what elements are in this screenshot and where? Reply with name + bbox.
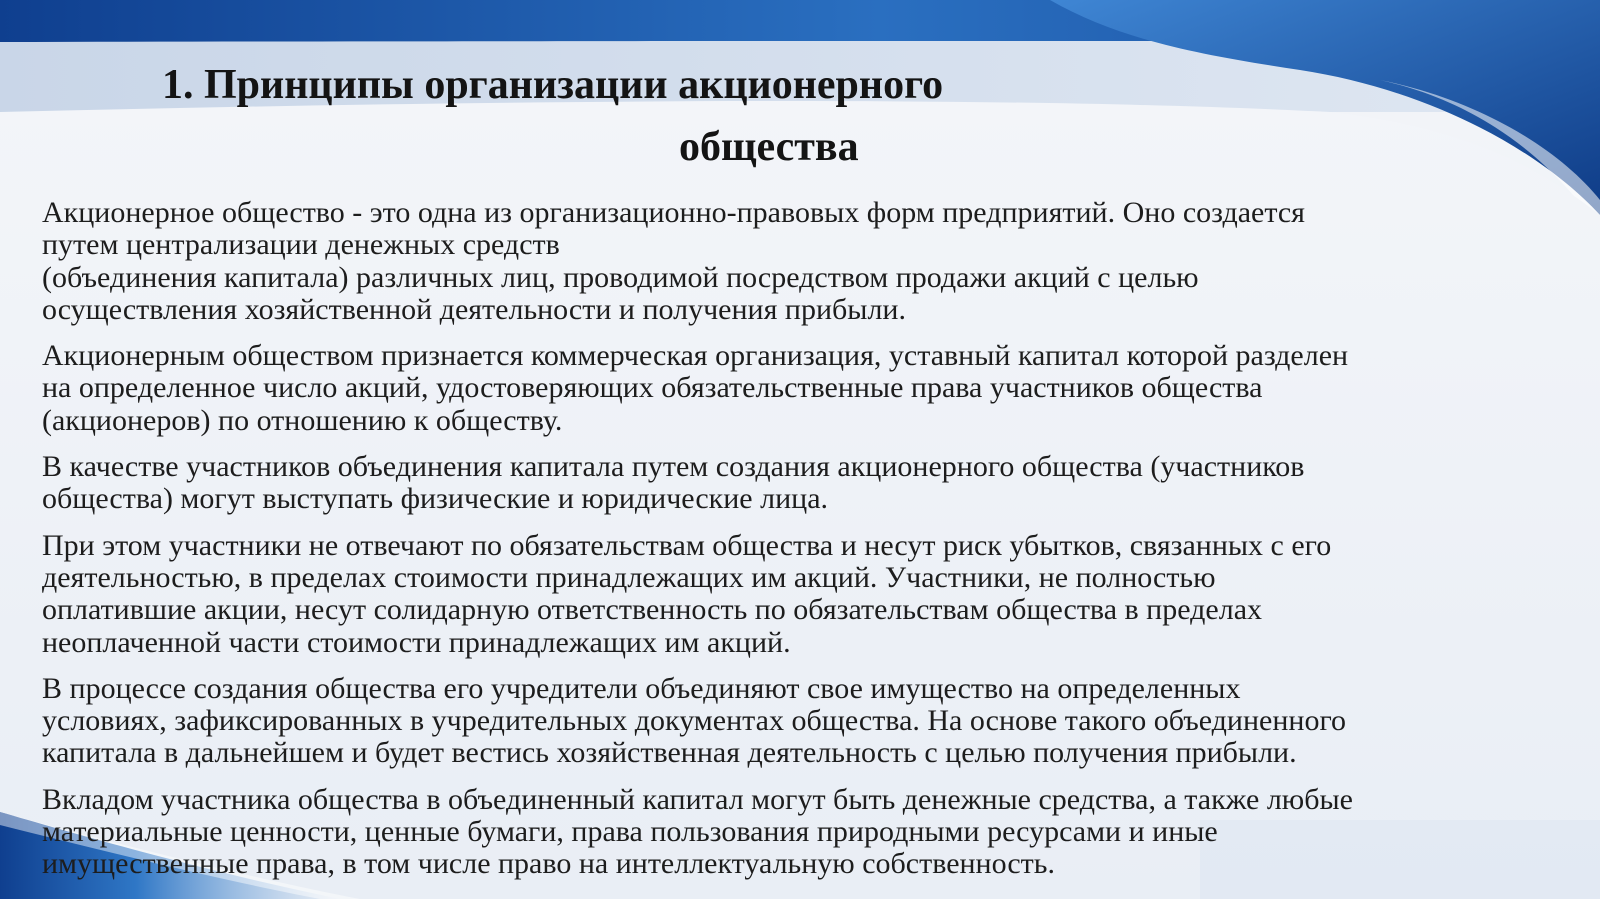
paragraph-line: оплатившие акции, несут солидарную ответственность по обязательствам общества в пределах (42, 593, 1263, 627)
paragraph-line: (объединения капитала) различных лиц, проводимой посредством продажи акций с целью (42, 260, 1199, 294)
paragraph-line: имущественные права, в том числе право на интеллектуальную собственность. (42, 847, 1055, 881)
slide-title (150, 54, 1410, 178)
paragraph-line: Акционерным обществом признается коммерческая организация, уставный капитал которой разделен (42, 339, 1349, 373)
paragraph-line: При этом участники не отвечают по обязательствам общества и несут риск убытков, связанных с его (42, 528, 1332, 562)
paragraph-line: условиях, зафиксированных в учредительных документах общества. На основе такого объединенного (42, 704, 1347, 738)
slide-body (42, 197, 1572, 895)
paragraph-liability (42, 530, 1572, 659)
paragraph-line: путем централизации денежных средств (42, 228, 560, 262)
paragraph-line: Акционерное общество - это одна из организационно-правовых форм предприятий. Оно создается (42, 196, 1305, 229)
paragraph-line: В качестве участников объединения капитала путем создания акционерного общества (участников (42, 450, 1305, 484)
paragraph-line: на определенное число акций, удостоверяющих обязательственные права участников общества (42, 371, 1263, 405)
paragraph-line: общества) могут выступать физические и юридические лица. (42, 482, 829, 516)
paragraph-participants (42, 451, 1572, 516)
paragraph-line: Вкладом участника общества в объединенный капитал могут быть денежные средства, а также любые (42, 782, 1353, 816)
paragraph-contribution (42, 784, 1572, 881)
slide-title-line-1: 1. Принципы организации акционерного (162, 62, 944, 108)
slide-title-line-2: общества (679, 124, 859, 170)
paragraph-line: осуществления хозяйственной деятельности и получения прибыли. (42, 292, 906, 326)
paragraph-line: деятельностью, в пределах стоимости принадлежащих им акций. Участники, не полностью (42, 560, 1216, 594)
paragraph-line: (акционеров) по отношению к обществу. (42, 403, 563, 437)
paragraph-founders (42, 673, 1572, 770)
paragraph-line: капитала в дальнейшем и будет вестись хозяйственная деятельность с целью получения прибыли. (42, 736, 1297, 770)
paragraph-line: материальные ценности, ценные бумаги, права пользования природными ресурсами и иные (42, 815, 1218, 849)
paragraph-recognition (42, 340, 1572, 437)
paragraph-definition (42, 197, 1572, 326)
paragraph-line: В процессе создания общества его учредители объединяют свое имущество на определенных (42, 671, 1241, 705)
paragraph-line: неоплаченной части стоимости принадлежащих им акций. (42, 625, 791, 659)
